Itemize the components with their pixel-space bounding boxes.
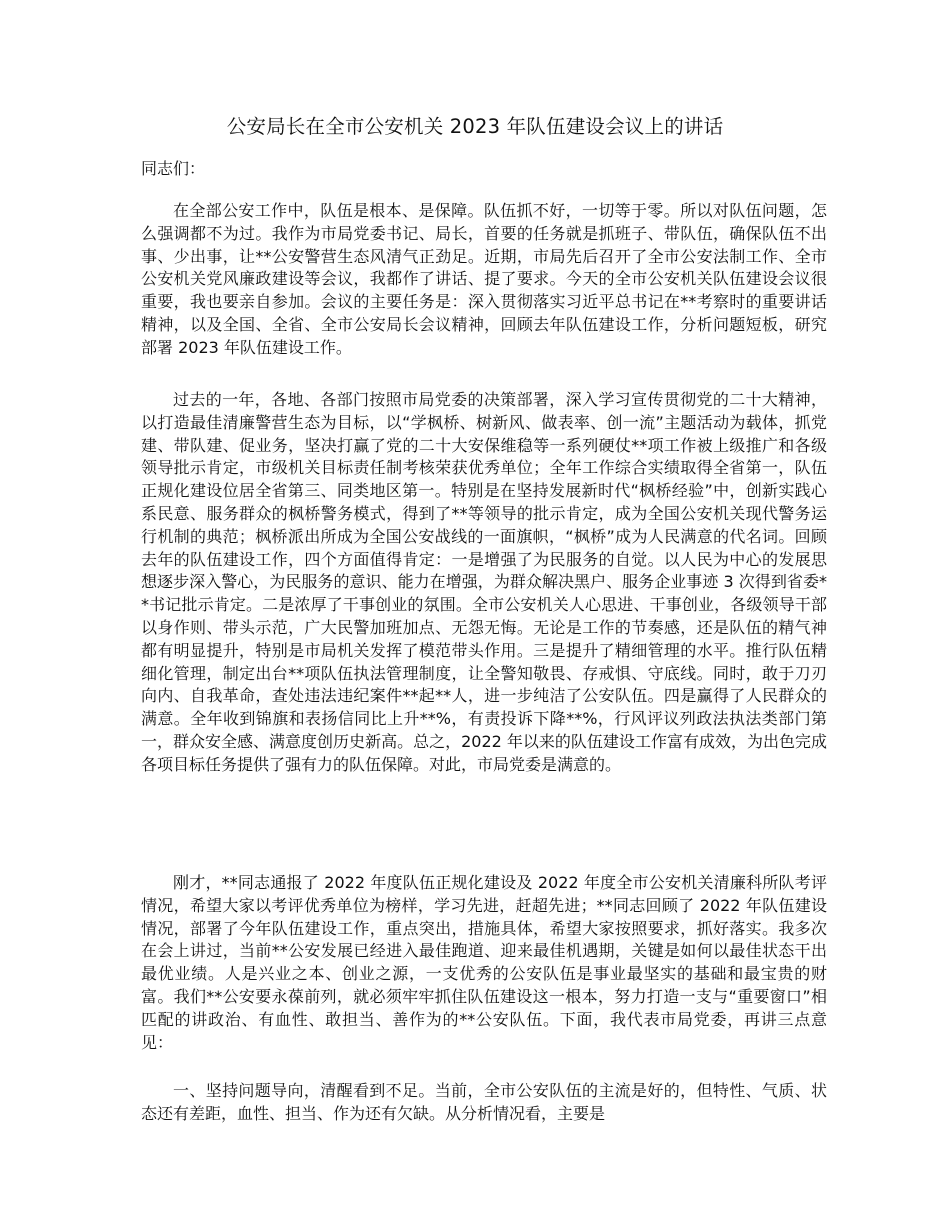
paragraph-review: 过去的一年，各地、各部门按照市局党委的决策部署，深入学习宣传贯彻党的二十大精神，以打造最佳清廉警营生态为目标，以“学枫桥、树新风、做表率、创一流”主题活动为载体，抓党建、带队建、促业务，坚决打赢了党的二十大安保维稳等一系列硬仗**项工作被上级推广和各级领导批示肯定，市级机关目标责任制考核荣获优秀单位；全年工作综合实绩取得全省第一，队伍正规化建设位居全省第三、同类地区第一。特别是在坚持发展新时代“枫桥经验”中，创新实践心系民意、服务群众的枫桥警务模式，得到了**等领导的批示肯定，成为全国公安机关现代警务运行机制的典范；枫桥派出所成为全国公安战线的一面旗帜，“枫桥”成为人民满意的代名词。回顾去年的队伍建设工作，四个方面值得肯定：一是增强了为民服务的自觉。以人民为中心的发展思想逐步深入警心，为民服务的意识、能力在增强，为群众解决黑户、服务企业事迹 3 次得到省委**书记批示肯定。二是浓厚了干事创业的氛围。全市公安机关人心思进、干事创业，各级领导干部以身作则、带头示范，广大民警加班加点、无怨无悔。无论是工作的节奏感，还是队伍的精气神都有明显提升，特别是市局机关发挥了模范带头作用。三是提升了精细管理的水平。推行队伍精细化管理，制定出台**项队伍执法管理制度，让全警知敬畏、存戒惧、守底线。同时，敢于刀刃向内、自我革命，查处违法违纪案件**起**人，进一步纯洁了公安队伍。四是赢得了人民群众的满意。全年收到锦旗和表扬信同比上升**%，有责投诉下降**%，行风评议列政法执法类部门第一，群众安全感、满意度创历史新高。总之，2022 年以来的队伍建设工作富有成效，为出色完成各项目标任务提供了强有力的队伍保障。对此，市局党委是满意的。 [141,390,827,774]
paragraph-section-one: 一、坚持问题导向，清醒看到不足。当前，全市公安队伍的主流是好的，但特性、气质、状态还有差距，血性、担当、作为还有欠缺。从分析情况看，主要是 [141,1081,827,1123]
paragraph-reports: 刚才，**同志通报了 2022 年度队伍正规化建设及 2022 年度全市公安机关清廉科所队考评情况，希望大家以考评优秀单位为榜样，学习先进，赶超先进；**同志回顾了 2022 年队伍建设情况，部署了今年队伍建设工作，重点突出，措施具体，希望大家按照要求，抓好落实。我多次在会上讲过，当前**公安发展已经进入最佳跑道、迎来最佳机遇期，关键是如何以最佳状态干出最优业绩。人是兴业之本、创业之源，一支优秀的公安队伍是事业最坚实的基础和最宝贵的财富。我们**公安要永葆前列，就必须牢牢抓住队伍建设这一根本，努力打造一支与“重要窗口”相匹配的讲政治、有血性、敢担当、善作为的**公安队伍。下面，我代表市局党委，再讲三点意见： [141,873,827,1052]
document-title: 公安局长在全市公安机关 2023 年队伍建设会议上的讲话 [226,115,724,138]
salutation: 同志们： [141,159,206,178]
paragraph-opening: 在全部公安工作中，队伍是根本、是保障。队伍抓不好，一切等于零。所以对队伍问题，怎么强调都不为过。我作为市局党委书记、局长，首要的任务就是抓班子、带队伍，确保队伍不出事、少出事，让**公安警营生态风清气正劲足。近期，市局先后召开了全市公安法制工作、全市公安机关党风廉政建设等会议，我都作了讲话、提了要求。今天的全市公安机关队伍建设会议很重要，我也要亲自参加。会议的主要任务是：深入贯彻落实习近平总书记在**考察时的重要讲话精神，以及全国、全省、全市公安局长会议精神，回顾去年队伍建设工作，分析问题短板，研究部署 2023 年队伍建设工作。 [141,201,827,357]
